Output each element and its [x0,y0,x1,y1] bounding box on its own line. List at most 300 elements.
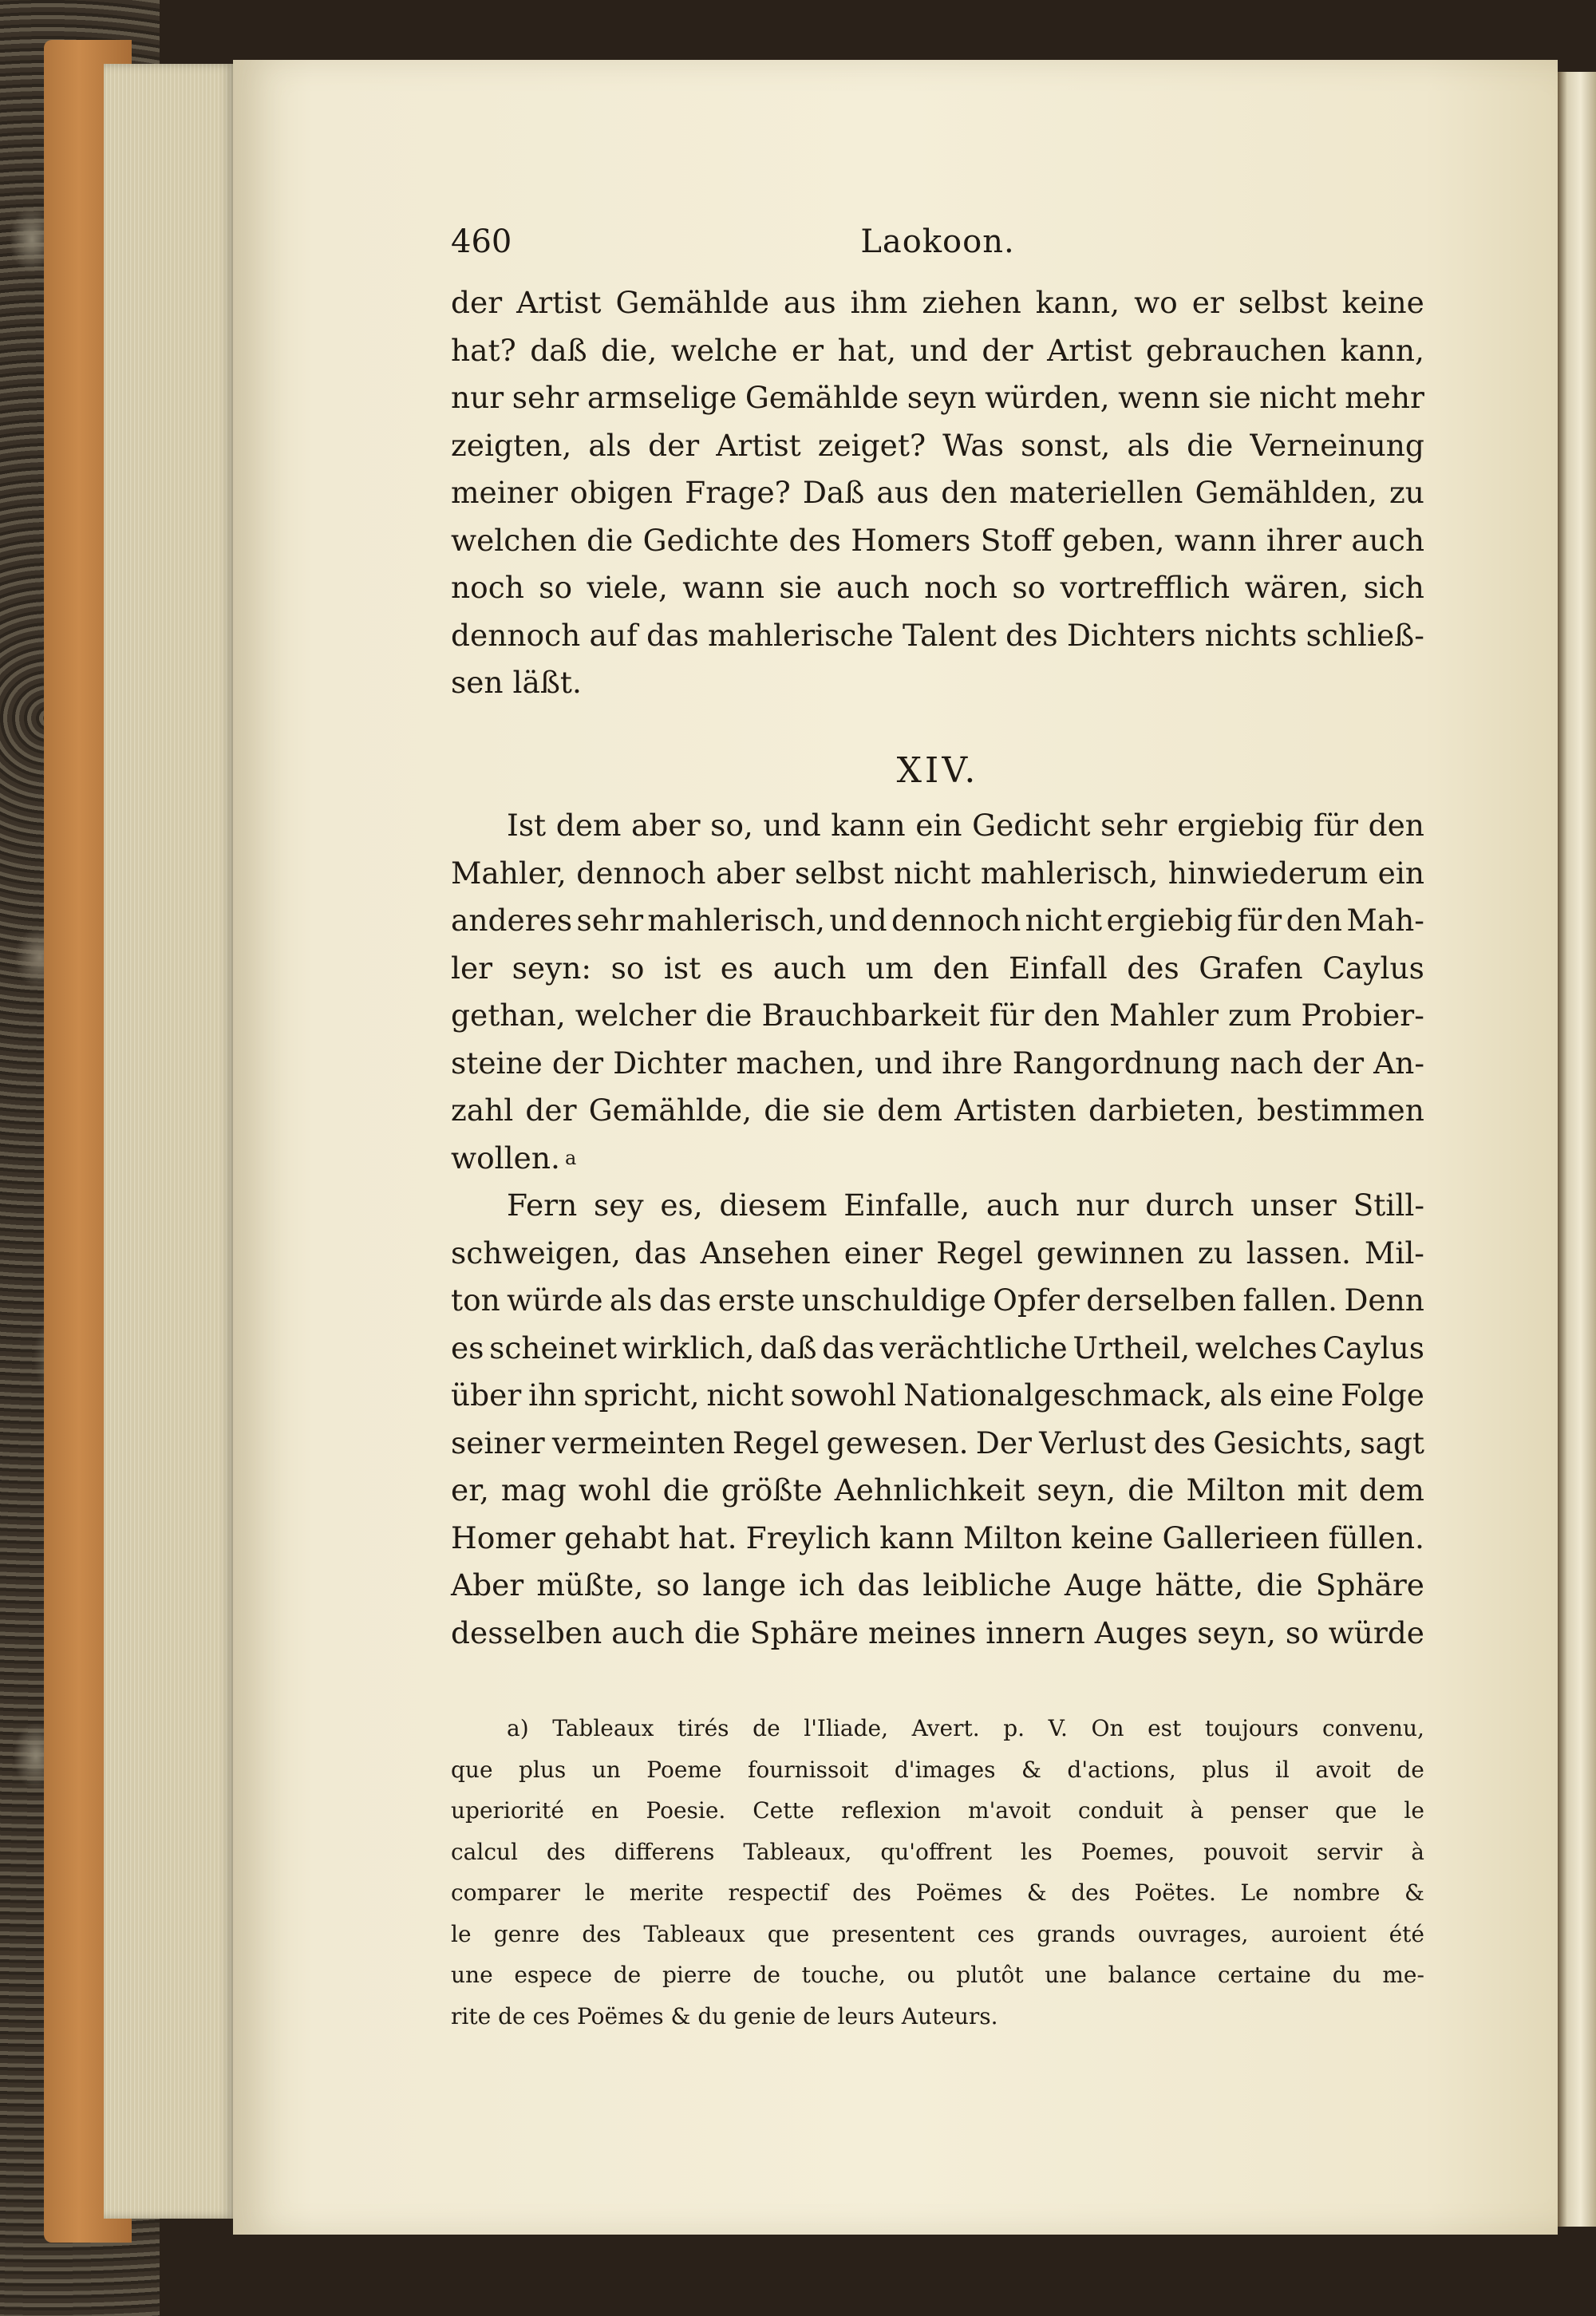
text-line [451,1420,1424,1468]
word: den [941,475,998,510]
word: mahlerisch, [647,903,825,938]
word: les [1020,1838,1053,1865]
word: Auges [1094,1614,1188,1650]
word: des [1153,1425,1207,1460]
text-line [451,1325,1424,1373]
text-line [451,517,1424,565]
word: Talent [903,617,997,653]
word: daß [760,1330,817,1365]
footnote-line [451,1708,1424,1749]
word: Caylus [1322,950,1424,986]
word: die [1128,1472,1175,1508]
word: auch [611,1614,685,1650]
word: größte [721,1472,823,1508]
word: le [451,1920,472,1947]
word: er, [451,1472,489,1508]
word: um [865,950,914,986]
footnote-line [451,1832,1424,1873]
word: die [764,1093,811,1128]
word: armselige [587,380,737,415]
word: espece [514,1962,593,1988]
word: Was [942,427,1005,463]
word: Avert. [911,1715,980,1741]
footnote-line [451,1954,1424,1996]
word: sehr [576,903,643,938]
word: ihrer [1266,522,1342,558]
word: der [525,1093,577,1128]
word: verächtliche [879,1330,1068,1365]
word: der [648,427,700,463]
word: daß [530,332,587,368]
word: seiner [451,1425,545,1460]
word: wirklich, [622,1330,755,1365]
text-line [451,945,1424,993]
word: Dichters [1066,617,1196,653]
word: dem [877,1093,942,1128]
word: als [1127,427,1171,463]
word: toujours [1204,1715,1299,1741]
word: darbieten, [1088,1093,1245,1128]
word: nicht [706,1377,784,1413]
word: Artisten [954,1093,1077,1128]
text-line [451,1277,1424,1325]
word: respectif [728,1879,828,1906]
word: sie [779,570,822,605]
word: Gallerieen [1162,1520,1320,1555]
word: durch [1145,1188,1235,1223]
word: sehr [512,380,579,415]
word: Mahler [1109,998,1219,1033]
paragraph-section-xiv [451,802,1424,1657]
word: gethan, [451,998,566,1033]
word: desselben [451,1614,602,1650]
text-line [451,1087,1424,1135]
word: sonst, [1021,427,1111,463]
page-stack-edges [104,64,235,2219]
word: es, [660,1188,703,1223]
word: hat. [678,1520,737,1555]
text-line [451,1610,1424,1658]
word: gehabt [564,1520,670,1555]
word: und [829,903,887,938]
word: Der [975,1425,1032,1460]
word: Verlust [1039,1425,1147,1460]
word: Homer [451,1520,555,1555]
word: Grafen [1199,950,1303,986]
word: hat, [837,332,897,368]
word: unschuldige [801,1282,986,1318]
word: ziehen [922,285,1021,320]
word: Gemählden, [1195,475,1377,510]
word: keine [1071,1520,1154,1555]
word: ton [451,1282,500,1318]
word: l'Iliade, [804,1715,888,1741]
word: conduit [1077,1797,1163,1824]
word: so [610,950,645,986]
word: sie [1208,380,1251,415]
word: presentent [832,1920,955,1947]
page-header [451,223,1424,271]
word: des [1127,950,1179,986]
word: das [646,617,699,653]
text-line [451,327,1424,375]
word: ces [977,1920,1015,1947]
word: für [1237,903,1282,938]
running-title: Laokoon. [860,223,1015,260]
word: aus [783,285,836,320]
text-line [451,1040,1424,1088]
word: Tableaux [552,1715,654,1741]
word: zeiget? [817,427,926,463]
word: Aber [451,1567,524,1603]
text-line [451,279,1424,327]
word: nombre [1293,1879,1381,1906]
word: que [1334,1797,1377,1824]
word: über [451,1377,522,1413]
word: zu [1389,475,1424,510]
word: des [582,1920,622,1947]
word: plus [1202,1756,1250,1783]
text-line [451,1372,1424,1420]
word: es [451,1330,484,1365]
word: unser [1250,1188,1337,1223]
word: für [1314,808,1358,843]
word: sich [1363,570,1424,605]
text-line [451,1467,1424,1515]
word: Cette [753,1797,815,1824]
word: que [767,1920,810,1947]
word: nach [1230,1045,1303,1081]
word: zeigten, [451,427,572,463]
footnote-line [451,1872,1424,1914]
word: innern [986,1614,1085,1650]
word: als [588,427,631,463]
word: zu [1197,1235,1233,1271]
word: die [662,1472,709,1508]
word: er [791,332,824,368]
text-line [451,374,1424,422]
word: mag [500,1472,567,1508]
word: avoit [1315,1756,1371,1783]
word: Einfalle, [843,1188,970,1223]
word: uperiorité [451,1797,564,1824]
word: Tableaux [643,1920,745,1947]
word: Still- [1353,1188,1424,1223]
word: An- [1373,1045,1424,1081]
word: ein [915,808,962,843]
word: fournissoit [747,1756,869,1783]
word: kann, [1340,332,1424,368]
word: des [788,522,841,558]
word: dem [1359,1472,1424,1508]
text-line [451,564,1424,612]
word: wann [682,570,764,605]
word: Folge [1341,1377,1424,1413]
word: Verneinung [1250,427,1424,463]
word: servir [1316,1838,1383,1865]
word: nicht [894,855,971,891]
word: wären, [1244,570,1349,605]
word: auf [589,617,638,653]
word: steine [451,1045,543,1081]
word: hat? [451,332,516,368]
word: V. [1048,1715,1068,1741]
word: er [1191,285,1224,320]
word: Rangordnung [1012,1045,1221,1081]
word: so [539,570,573,605]
word: nur [451,380,504,415]
word: Opfer [993,1282,1080,1318]
word: grands [1037,1920,1116,1947]
word: m'avoit [968,1797,1051,1824]
word: ich [799,1567,845,1603]
word: Mahler, [451,855,567,891]
text-line: sen läßt. [451,665,582,700]
word: Gemählde, [588,1093,753,1128]
word: Urtheil, [1073,1330,1191,1365]
word: Denn [1344,1282,1424,1318]
word: qu'offrent [880,1838,992,1865]
word: ler [451,950,493,986]
word: den [933,950,990,986]
word: Milton [962,1520,1062,1555]
word: une [1045,1962,1087,1988]
word: ou [907,1962,935,1988]
word: Daß [802,475,865,510]
word: seyn, [1197,1614,1276,1650]
word: Poemes, [1080,1838,1175,1865]
word: meiner [451,475,559,510]
word: das [634,1235,687,1271]
word: mehr [1345,380,1424,415]
word: de [613,1962,642,1988]
word: den [1368,808,1424,843]
footnote-line [451,1914,1424,1955]
page-number: 460 [451,223,512,260]
word: diesem [719,1188,828,1223]
word: seyn [907,380,977,415]
word: so [656,1567,690,1603]
word: pierre [662,1962,732,1988]
word: das [822,1330,875,1365]
word: balance [1108,1962,1197,1988]
word: die [705,998,753,1033]
word: das [857,1567,911,1603]
word: le [584,1879,606,1906]
word: penser [1231,1797,1308,1824]
word: gewesen. [826,1425,969,1460]
paragraph-continuation [451,279,1424,707]
word: Auge [1064,1567,1143,1603]
word: scheinet [489,1330,618,1365]
word: seyn, [1037,1472,1116,1508]
word: ein [1377,855,1424,891]
text-line [451,1515,1424,1563]
word: noch [924,570,998,605]
footnote [451,1708,1424,2037]
footnote-line [451,1790,1424,1832]
word: Gemählde [745,380,899,415]
text-line [451,850,1424,898]
text-line [451,897,1424,945]
word: schweigen, [451,1235,621,1271]
word: sowohl [790,1377,897,1413]
word: & [1026,1879,1047,1906]
word: tirés [678,1715,729,1741]
word: merite [629,1879,704,1906]
word: nicht [1259,380,1337,415]
word: geben, [1062,522,1165,558]
word: me- [1382,1962,1424,1988]
word: sey [593,1188,644,1223]
word: wann [1174,522,1257,558]
word: ihre [942,1045,1003,1081]
word: il [1274,1756,1290,1783]
word: ergiebig [1177,808,1304,843]
word: des [852,1879,892,1906]
word: es [720,950,754,986]
word: mahlerische [707,617,894,653]
word: bestimmen [1256,1093,1424,1128]
word: Dichter [613,1045,727,1081]
word: de [1396,1756,1424,1783]
word: auch [986,1188,1060,1223]
word: Stoff [980,522,1053,558]
text-line [451,422,1424,470]
word: leibliche [922,1567,1052,1603]
word: spricht, [583,1377,700,1413]
word: meines [868,1614,977,1650]
word: obigen [570,475,674,510]
word: Mil- [1364,1235,1424,1271]
word: welche [670,332,778,368]
word: de [753,1715,780,1741]
word: & [1021,1756,1041,1783]
word: Poëtes. [1134,1879,1216,1906]
word: auroient [1270,1920,1367,1947]
word: Regel [936,1235,1023,1271]
word: dennoch [576,855,706,891]
word: seyn: [512,950,592,986]
word: welchen [451,522,577,558]
text-line [451,992,1424,1040]
word: schließ- [1306,617,1424,653]
word: Caylus [1322,1330,1424,1365]
word: Freylich [745,1520,871,1555]
word: der [551,1045,604,1081]
word: selbst [794,855,884,891]
word: vortrefflich [1060,570,1231,605]
footnote-line: rite de ces Poëmes & du genie de leurs Auteurs. [451,2002,998,2029]
word: und [910,332,968,368]
word: pouvoit [1203,1838,1288,1865]
facing-page-edge [1558,72,1596,2227]
word: Artist [516,285,602,320]
word: Artist [1047,332,1132,368]
word: der [451,285,503,320]
word: welches [1195,1330,1317,1365]
word: nicht [1025,903,1103,938]
word: wenn [1118,380,1200,415]
word: Poëmes [915,1879,1003,1906]
word: als [1219,1377,1262,1413]
word: Probier- [1301,998,1424,1033]
word: lassen. [1246,1235,1351,1271]
word: ist [663,950,701,986]
word: Le [1240,1879,1269,1906]
word: été [1389,1920,1424,1947]
footnote-line [451,1749,1424,1791]
word: Sphäre [749,1614,859,1650]
word: d'images [894,1756,996,1783]
word: en [591,1797,619,1824]
text-line [451,1230,1424,1278]
word: kann [831,808,906,843]
word: mit [1297,1472,1348,1508]
word: füllen. [1328,1520,1424,1555]
word: erste [717,1282,796,1318]
word: est [1148,1715,1182,1741]
word: keine [1341,285,1424,320]
word: den [1286,903,1342,938]
word: touche, [801,1962,886,1988]
word: nur [1076,1188,1129,1223]
word: auch [836,570,910,605]
word: wohl [578,1472,651,1508]
word: certaine [1217,1962,1311,1988]
word: reflexion [841,1797,942,1824]
word: der [982,332,1033,368]
word: de [753,1962,780,1988]
word: dem [555,808,622,843]
word: ihn [528,1377,577,1413]
text-line [451,802,1424,850]
word: sehr [1100,808,1167,843]
word: Mah- [1346,903,1424,938]
word: plus [518,1756,567,1783]
word: Fern [507,1188,578,1223]
word: auch [772,950,847,986]
word: comparer [451,1879,561,1906]
word: auch [1351,522,1424,558]
word: die [693,1614,741,1650]
word: Einfall [1009,950,1108,986]
word: und [763,808,821,843]
word: Brauchbarkeit [761,998,980,1033]
word: lange [702,1567,787,1603]
text-line [451,1562,1424,1610]
word: derselben [1086,1282,1237,1318]
word: Gedicht [972,808,1091,843]
word: d'actions, [1067,1756,1176,1783]
word: du [1332,1962,1361,1988]
word: p. [1003,1715,1025,1741]
word: und [874,1045,933,1081]
word: que [451,1756,493,1783]
word: Gesichts, [1213,1425,1353,1460]
word: Regel [732,1425,820,1460]
word: die, [601,332,658,368]
word: kann [879,1520,954,1555]
word: würden, [985,380,1110,415]
text-fragment: wollen. [451,1140,560,1176]
word: Poesie. [646,1797,726,1824]
word: ergiebig [1106,903,1233,938]
word: sie [822,1093,865,1128]
word: die [1256,1567,1303,1603]
word: à [1411,1838,1424,1865]
word: differens [614,1838,715,1865]
